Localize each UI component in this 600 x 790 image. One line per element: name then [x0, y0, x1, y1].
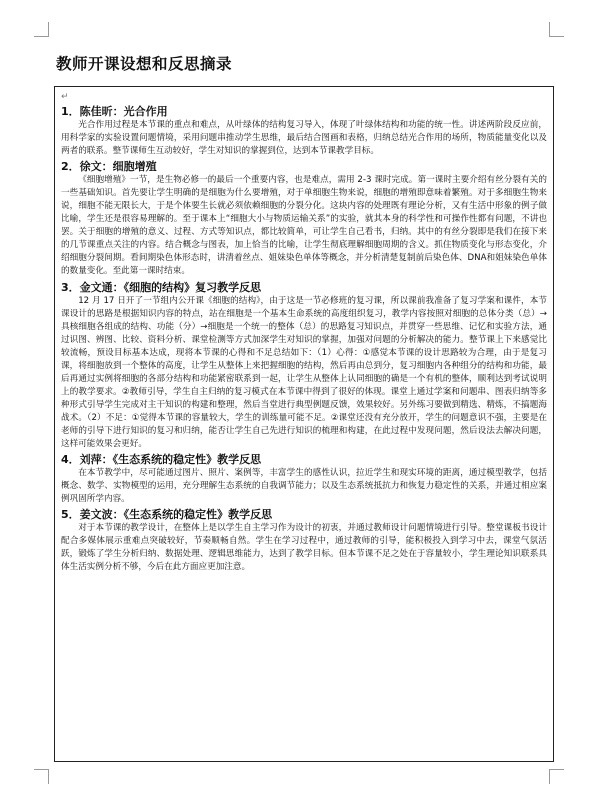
section-4	[61, 452, 547, 506]
content-frame	[54, 86, 554, 762]
section-5	[61, 507, 547, 574]
section-body: 《细胞增殖》一节，是生物必修一的最后一个重要内容，也是难点，需用 2-3 课时完成。第一课时主要介绍有丝分裂有关的一些基础知识。首先要让学生明确的是细胞为什么要增殖，对于单细胞生物来说，细胞的增殖即意味着繁殖。对于多细胞生物来说，细胞不能无限长大，于是个体要生长就必须依赖细胞的分裂分化。这块内容的处理既有理论分析，又有生活中形象的例子做比喻，学生还是很容易理解的。至于课本上“细胞大小与物质运输关系”的实验，就其本身的科学性和可操作性都有问题，不讲也罢。关于细胞的增殖的意义、过程、方式等知识点，都比较简单，可让学生自己看书，归纳。其中的有丝分裂即是我们在接下来的几节课重点关注的内容。结合概念与图表，加上恰当的比喻，让学生彻底理解细胞周期的含义。抓住物质变化与形态变化，介绍细胞分裂间期。看间期染色体形态时，讲清着丝点、姐妹染色单体等概念，并分析清楚复制前后染色体、DNA和姐妹染色单体的数量变化。至此第一课时结束。	[61, 175, 547, 277]
section-heading: 3．金文通：《细胞的结构》复习教学反思	[61, 280, 262, 294]
section-heading: 4．刘萍：《生态系统的稳定性》教学反思	[61, 453, 262, 467]
document-title: 教师开课设想和反思摘录	[56, 55, 233, 73]
crop-mark-bottom-left	[34, 769, 49, 784]
crop-mark-top-right	[549, 22, 564, 37]
section-heading: 5．姜文波：《生态系统的稳定性》教学反思	[61, 508, 273, 522]
crop-mark-top-left	[34, 22, 49, 37]
section-body: 在本节教学中，尽可能通过图片、照片、案例等，丰富学生的感性认识，拉近学生和现实环境的距离，通过模型教学，包括概念、数学、实物模型的运用，充分理解生态系统的自我调节能力；以及生态系统抵抗力和恢复力稳定性的关系，并通过相应案例巩固所学内容。	[61, 468, 547, 505]
section-1	[61, 104, 547, 158]
section-2	[61, 159, 547, 278]
section-body: 光合作用过程是本节课的重点和难点，从叶绿体的结构复习导入，体现了叶绿体结构和功能的统一性。讲述两阶段反应前，用科学家的实验设置问题情境，采用问题串推动学生思维，最后结合图画和表格，归纳总结光合作用的场所，物质能量变化以及两者的联系。整节课师生互动较好，学生对知识的掌握到位，达到本节课教学目标。	[61, 120, 547, 157]
section-body: 对于本节课的教学设计，在整体上是以学生自主学习作为设计的初衷，并通过教师设计问题情境进行引导。整堂课板书设计配合多媒体展示重难点突破较好，节奏顺畅自然。学生在学习过程中，通过教师的引导，能积极投入到学习中去，课堂气氛活跃，锻炼了学生分析归纳、数据处理、逻辑思维能力，达到了教学目标。但本节课不足之处在于容量较小，学生理论知识联系具体生活实例分析不够，今后在此方面应更加注意。	[61, 523, 547, 573]
crop-mark-bottom-right	[549, 769, 564, 784]
section-heading: 1．陈佳昕：光合作用	[61, 105, 168, 118]
section-heading: 2．徐文：细胞增殖	[61, 160, 157, 174]
paragraph-mark-icon: ↵	[61, 92, 69, 102]
section-3	[61, 280, 547, 452]
section-body: 12 月 17 日开了一节组内公开课《细胞的结构》，由于这是一节必修班的复习课，所以课前我准备了复习学案和课件，本节课设计的思路是根据知识内容的特点，站在细胞是一个基本生命系统的高度组织复习，教学内容按照对细胞的总体分类（总）→具核细胞各组成的结构、功能（分）→细胞是一个统一的整体（总）的思路复习知识点，并贯穿一些思维、记忆和实验方法，通过识图、辨图、比较、资料分析、课堂检测等方式加深学生对知识的掌握，加强对问题的分析解决的能力。整节课上下来感觉比较流畅，预设目标基本达成，现将本节课的心得和不足总结如下：（1）心得：①感觉本节课的设计思路较为合理，由于是复习课，将细胞放到一个整体的高度，让学生从整体上来把握细胞的结构，然后再由总到分，复习细胞内各种组分的结构和功能，最后再通过实例将细胞的各部分结构和功能紧密联系到一起，让学生从整体上认同细胞的确是一个有机的整体，顺利达到考试说明上的教学要求。②教师引导，学生自主归纳的复习模式在本节课中得到了很好的体现。课堂上通过学案和问题串、图表归纳等多种形式引导学生完成对主干知识的构建和整理，然后当堂进行典型例题反馈，效果较好。另外练习要做到精选、精炼，不搞题海战术。（2）不足：①觉得本节课的容量较大，学生的训练量可能不足。②课堂还没有充分放开，学生的问题意识不强，主要是在老师的引导下进行知识的复习和归纳，能否让学生自己先进行知识的梳理和构建，在此过程中发现问题，然后设法去解决问题，这样可能效果会更好。	[61, 295, 547, 450]
